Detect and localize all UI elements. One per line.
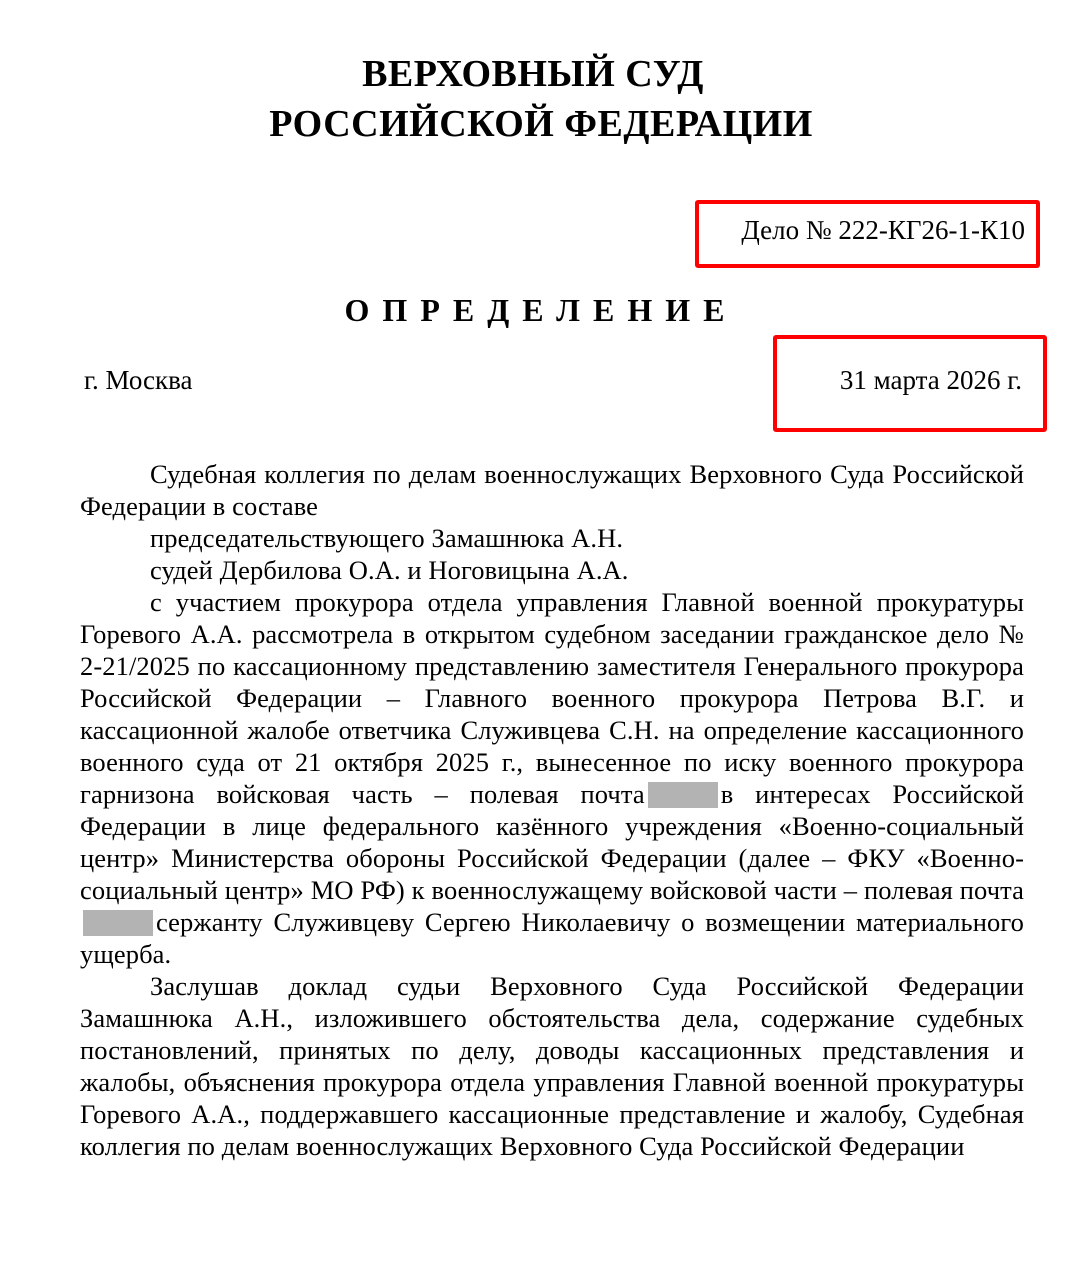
case-number: Дело № 222-КГ26-1-К10 bbox=[741, 215, 1025, 245]
paragraph-case-description bbox=[80, 586, 1024, 970]
paragraph-hearing: Заслушав доклад судьи Верховного Суда Российской Федерации Замашнюка А.Н., изложившего обстоятельства дела, содержание судебных постановлений, принятых по делу, доводы кассационных представления и жалобы, объяснения прокурора отдела управления Главной военной прокуратуры Горевого А.А., поддержавшего кассационные представление и жалобу, Судебная коллегия по делам военнослужащих Верховного Суда Российской Федерации bbox=[80, 971, 1024, 1161]
case-description-part-2: в интересах Российской Федерации в лице федерального казённого учреждения «Военно-социальный центр» Министерства обороны Российской Федерации (далее – ФКУ «Военно-социальный центр» МО РФ) к военнослужащему войсковой части – полевая почта bbox=[80, 779, 1024, 905]
court-name-line-1: ВЕРХОВНЫЙ СУД bbox=[362, 53, 704, 95]
document-body bbox=[80, 458, 1024, 1162]
redaction-block bbox=[648, 782, 718, 808]
city: г. Москва bbox=[84, 365, 193, 395]
document-date: 31 марта 2026 г. bbox=[839, 365, 1022, 395]
case-description-part-3: сержанту Служивцеву Сергею Николаевичу о возмещении материального ущерба. bbox=[80, 907, 1024, 969]
document-type-title: ОПРЕДЕЛЕНИЕ bbox=[344, 292, 738, 328]
paragraph-court-composition: Судебная коллегия по делам военнослужащих Верховного Суда Российской Федерации в составе bbox=[80, 459, 1024, 521]
paragraph-presiding-judge: председательствующего Замашнюка А.Н. bbox=[150, 523, 624, 553]
court-name-line-2: РОССИЙСКОЙ ФЕДЕРАЦИИ bbox=[269, 103, 813, 145]
case-description-part-1: с участием прокурора отдела управления Главной военной прокуратуры Горевого А.А. рассмотрела в открытом судебном заседании гражданское дело № 2-21/2025 по кассационному представлению заместителя Генерального прокурора Российской Федерации – Главного военного прокурора Петрова В.Г. и кассационной жалобе ответчика Служивцева С.Н. на определение кассационного военного суда от 21 октября 2025 г., вынесенное по иску военного прокурора гарнизона войсковая часть – полевая почта bbox=[80, 587, 1024, 809]
paragraph-judges: судей Дербилова О.А. и Ноговицына А.А. bbox=[150, 555, 629, 585]
redaction-block bbox=[83, 910, 153, 936]
